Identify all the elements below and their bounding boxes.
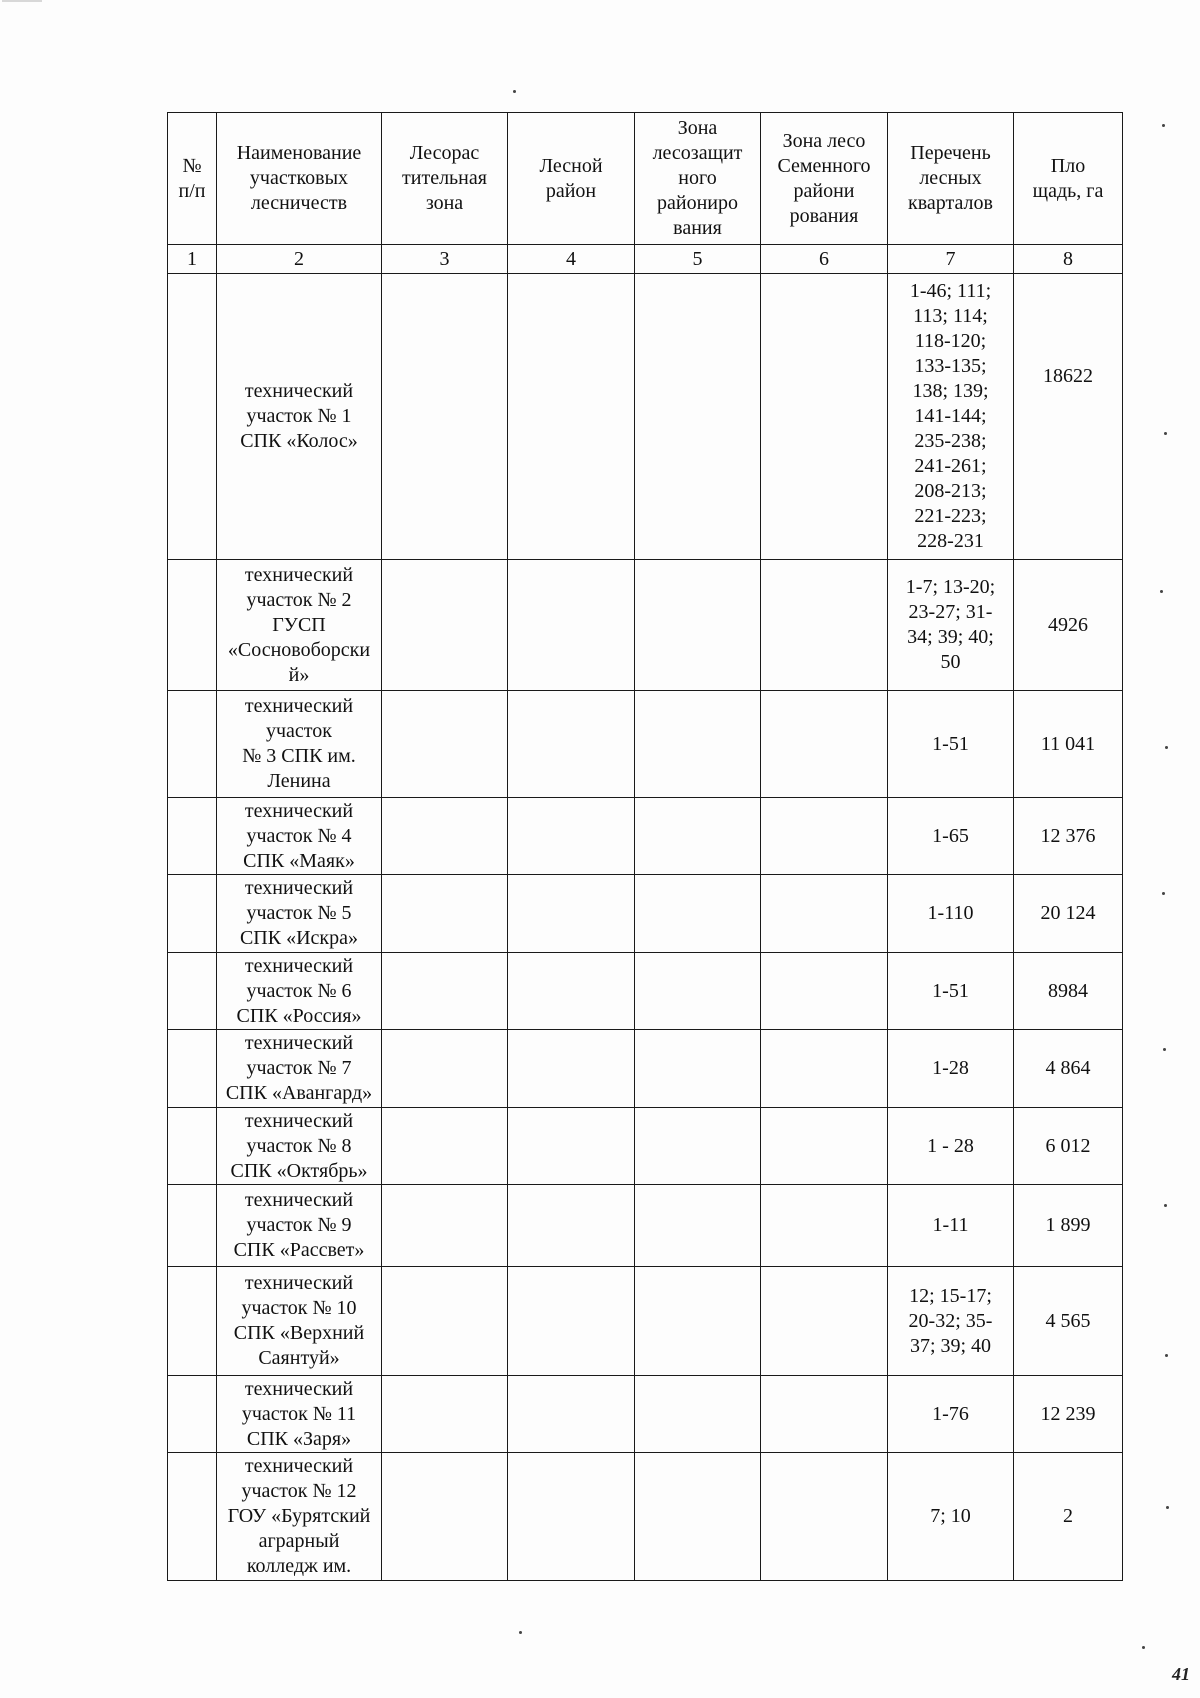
empty-cell [382, 1453, 508, 1581]
empty-cell [635, 560, 761, 691]
table-row [168, 691, 1123, 798]
empty-cell [761, 1267, 888, 1376]
empty-cell [382, 560, 508, 691]
area-cell: 6 012 [1014, 1108, 1123, 1185]
table-row [168, 274, 1123, 560]
district-name-cell: технический участок № 4 СПК «Маяк» [217, 798, 382, 875]
table-row [168, 1376, 1123, 1453]
area-cell: 11 041 [1014, 691, 1123, 798]
quarters-cell: 1-28 [888, 1030, 1014, 1108]
empty-cell [382, 1030, 508, 1108]
table-header-row [168, 113, 1123, 245]
scan-speck [1142, 1646, 1145, 1649]
scan-speck [1162, 892, 1165, 895]
empty-cell [508, 953, 635, 1030]
empty-cell [635, 1108, 761, 1185]
column-number: 5 [635, 245, 761, 274]
table-row [168, 560, 1123, 691]
row-number-cell [168, 1108, 217, 1185]
scan-speck [519, 1631, 522, 1634]
quarters-cell: 1-46; 111; 113; 114; 118-120; 133-135; 138; 139; 141-144; 235-238; 241-261; 208-213; 221-223; 228-231 [888, 274, 1014, 560]
area-cell: 12 376 [1014, 798, 1123, 875]
scan-speck [1162, 124, 1165, 127]
area-cell: 4 864 [1014, 1030, 1123, 1108]
area-cell: 1 899 [1014, 1185, 1123, 1267]
empty-cell [635, 1376, 761, 1453]
area-cell: 12 239 [1014, 1376, 1123, 1453]
table-row [168, 1267, 1123, 1376]
table-row [168, 1185, 1123, 1267]
quarters-cell: 7; 10 [888, 1453, 1014, 1581]
header-quarters-list: Перечень лесных кварталов [888, 113, 1014, 245]
row-number-cell [168, 1030, 217, 1108]
empty-cell [508, 274, 635, 560]
empty-cell [761, 1108, 888, 1185]
row-number-cell [168, 953, 217, 1030]
empty-cell [382, 1267, 508, 1376]
empty-cell [382, 1185, 508, 1267]
district-name-cell: технический участок № 1 СПК «Колос» [217, 274, 382, 560]
row-number-cell [168, 798, 217, 875]
district-name-cell: технический участок № 5 СПК «Искра» [217, 875, 382, 953]
quarters-cell: 1-65 [888, 798, 1014, 875]
empty-cell [761, 1030, 888, 1108]
empty-cell [635, 1267, 761, 1376]
empty-cell [382, 798, 508, 875]
empty-cell [382, 953, 508, 1030]
forest-districts-table [167, 112, 1123, 1581]
column-number: 7 [888, 245, 1014, 274]
empty-cell [761, 953, 888, 1030]
area-cell: 18622 [1014, 274, 1123, 560]
header-number: № п/п [168, 113, 217, 245]
row-number-cell [168, 1453, 217, 1581]
empty-cell [508, 798, 635, 875]
scan-speck [513, 90, 516, 93]
area-cell: 8984 [1014, 953, 1123, 1030]
empty-cell [508, 1267, 635, 1376]
empty-cell [761, 691, 888, 798]
scan-corner-mark [2, 0, 42, 2]
empty-cell [761, 1453, 888, 1581]
empty-cell [635, 1030, 761, 1108]
column-number: 3 [382, 245, 508, 274]
empty-cell [508, 875, 635, 953]
empty-cell [761, 1185, 888, 1267]
quarters-cell: 1-51 [888, 691, 1014, 798]
table-row [168, 875, 1123, 953]
header-vegetation-zone: Лесорас тительная зона [382, 113, 508, 245]
empty-cell [761, 875, 888, 953]
scan-speck [1163, 1048, 1166, 1051]
empty-cell [508, 1185, 635, 1267]
district-name-cell: технический участок № 3 СПК им. Ленина [217, 691, 382, 798]
row-number-cell [168, 691, 217, 798]
quarters-cell: 1-11 [888, 1185, 1014, 1267]
empty-cell [761, 1376, 888, 1453]
empty-cell [635, 953, 761, 1030]
empty-cell [508, 691, 635, 798]
empty-cell [635, 875, 761, 953]
table-row [168, 1030, 1123, 1108]
empty-cell [508, 1376, 635, 1453]
scan-speck [1164, 432, 1167, 435]
column-number: 8 [1014, 245, 1123, 274]
district-name-cell: технический участок № 8 СПК «Октябрь» [217, 1108, 382, 1185]
area-cell: 20 124 [1014, 875, 1123, 953]
empty-cell [382, 875, 508, 953]
scan-speck [1165, 746, 1168, 749]
area-cell: 4 565 [1014, 1267, 1123, 1376]
header-forest-area: Лесной район [508, 113, 635, 245]
header-area: Пло щадь, га [1014, 113, 1123, 245]
district-name-cell: технический участок № 9 СПК «Рассвет» [217, 1185, 382, 1267]
scan-speck [1165, 1354, 1168, 1357]
empty-cell [508, 1453, 635, 1581]
empty-cell [382, 1108, 508, 1185]
column-number: 6 [761, 245, 888, 274]
column-number: 4 [508, 245, 635, 274]
district-name-cell: технический участок № 11 СПК «Заря» [217, 1376, 382, 1453]
quarters-cell: 1-7; 13-20; 23-27; 31- 34; 39; 40; 50 [888, 560, 1014, 691]
empty-cell [635, 1453, 761, 1581]
scan-speck [1160, 590, 1163, 593]
empty-cell [508, 560, 635, 691]
quarters-cell: 1-51 [888, 953, 1014, 1030]
table-row [168, 1453, 1123, 1581]
empty-cell [761, 560, 888, 691]
column-number: 2 [217, 245, 382, 274]
header-district-name: Наименование участковых лесничеств [217, 113, 382, 245]
page-number: 41 [1172, 1664, 1190, 1684]
table-row [168, 953, 1123, 1030]
row-number-cell [168, 1267, 217, 1376]
area-cell: 2 [1014, 1453, 1123, 1581]
empty-cell [635, 274, 761, 560]
empty-cell [382, 691, 508, 798]
row-number-cell [168, 560, 217, 691]
empty-cell [761, 798, 888, 875]
table-row [168, 1108, 1123, 1185]
row-number-cell [168, 1185, 217, 1267]
district-name-cell: технический участок № 10 СПК «Верхний Саянтуй» [217, 1267, 382, 1376]
scan-speck [1166, 1506, 1169, 1509]
column-number: 1 [168, 245, 217, 274]
row-number-cell [168, 875, 217, 953]
row-number-cell [168, 1376, 217, 1453]
quarters-cell: 12; 15-17; 20-32; 35- 37; 39; 40 [888, 1267, 1014, 1376]
quarters-cell: 1-76 [888, 1376, 1014, 1453]
quarters-cell: 1-110 [888, 875, 1014, 953]
empty-cell [508, 1108, 635, 1185]
empty-cell [761, 274, 888, 560]
empty-cell [635, 798, 761, 875]
district-name-cell: технический участок № 12 ГОУ «Бурятский аграрный колледж им. [217, 1453, 382, 1581]
quarters-cell: 1 - 28 [888, 1108, 1014, 1185]
empty-cell [508, 1030, 635, 1108]
district-name-cell: технический участок № 6 СПК «Россия» [217, 953, 382, 1030]
header-protection-zone: Зона лесозащит ного райониро вания [635, 113, 761, 245]
area-cell: 4926 [1014, 560, 1123, 691]
empty-cell [382, 1376, 508, 1453]
column-number-row [168, 245, 1123, 274]
row-number-cell [168, 274, 217, 560]
empty-cell [382, 274, 508, 560]
district-name-cell: технический участок № 7 СПК «Авангард» [217, 1030, 382, 1108]
empty-cell [635, 1185, 761, 1267]
district-name-cell: технический участок № 2 ГУСП «Сосновоборски й» [217, 560, 382, 691]
scan-speck [1164, 1204, 1167, 1207]
table-row [168, 798, 1123, 875]
header-seed-zone: Зона лесо Семенного райони рования [761, 113, 888, 245]
empty-cell [635, 691, 761, 798]
